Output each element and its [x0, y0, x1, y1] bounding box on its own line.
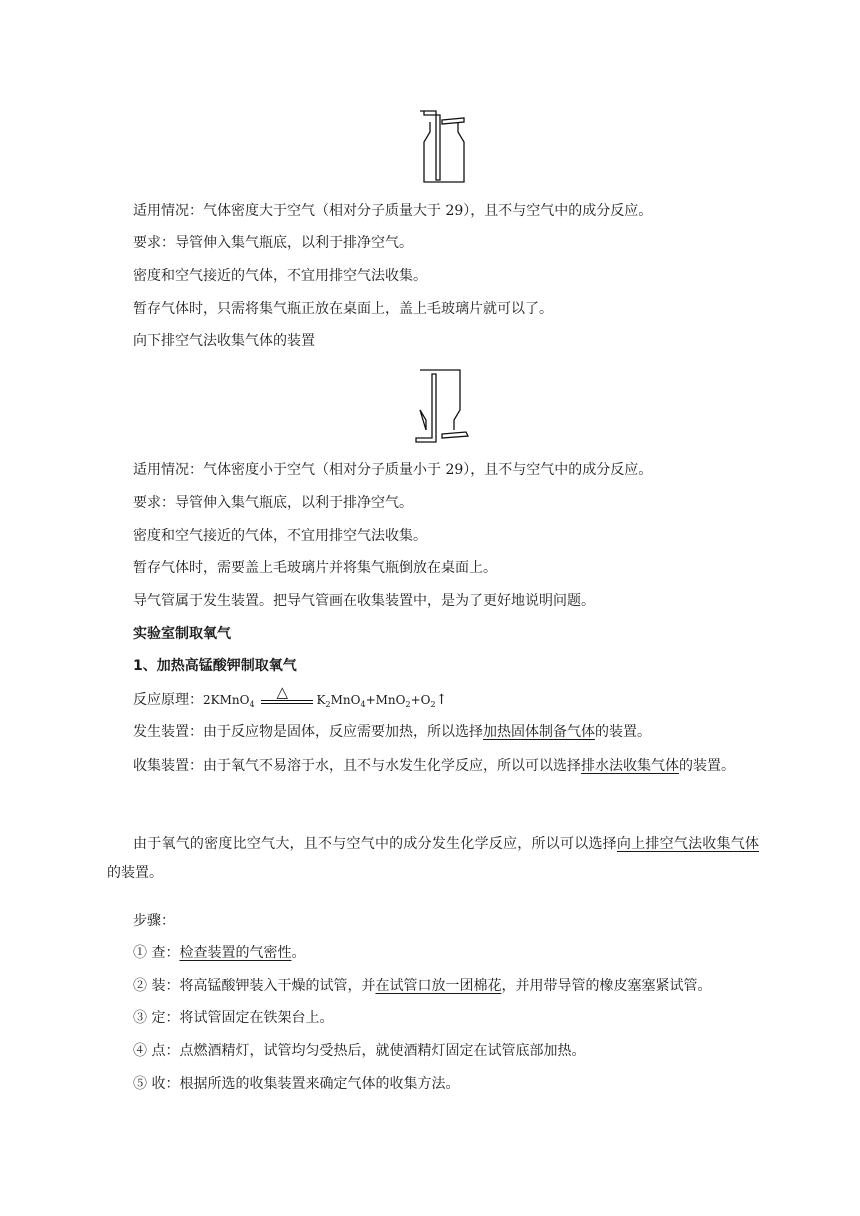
- upward-air-displacement-diagram: [412, 108, 468, 184]
- density-note-1: 密度和空气接近的气体，不宜用排空气法收集。: [133, 268, 427, 284]
- step-item: [133, 1041, 585, 1061]
- principle-label: 反应原理：: [133, 692, 203, 708]
- product-k-subscript: 2: [325, 700, 331, 709]
- step-text: 装：将高锰酸钾装入干燥的试管，并: [151, 978, 376, 994]
- gen-suffix: 的装置。: [595, 724, 651, 740]
- reactant-subscript: 4: [249, 700, 255, 709]
- step-number: ①: [133, 945, 147, 961]
- heat-symbol: △: [276, 683, 289, 701]
- oxygen-heading: 实验室制取氧气: [133, 626, 231, 642]
- step-number: ⑤: [133, 1076, 147, 1092]
- step-text: 查：: [151, 945, 180, 961]
- density-underlined: 向上排空气法收集气体: [616, 836, 759, 852]
- downward-air-displacement-diagram: [412, 368, 472, 446]
- step-item: [133, 976, 711, 996]
- storage-text-2: 暂存气体时，需要盖上毛玻璃片并将集气瓶倒放在桌面上。: [133, 560, 497, 576]
- downward-heading: 向下排空气法收集气体的装置: [133, 333, 315, 349]
- suitability-text-1: 适用情况：气体密度大于空气（相对分子质量大于 29），且不与空气中的成分反应。: [133, 203, 653, 219]
- suitability-text-2: 适用情况：气体密度小于空气（相对分子质量小于 29），且不与空气中的成分反应。: [133, 462, 653, 478]
- tube-note: 导气管属于发生装置。把导气管画在收集装置中，是为了更好地说明问题。: [133, 593, 595, 609]
- step-item: [133, 943, 305, 963]
- collect-underlined: 排水法收集气体: [581, 758, 679, 774]
- collect-prefix: 收集装置：由于氧气不易溶于水，且不与水发生化学反应，所以可以选择: [133, 758, 581, 774]
- step-number: ②: [133, 978, 147, 994]
- gen-underlined: 加热固体制备气体: [483, 724, 595, 740]
- step-suffix: 。: [291, 945, 306, 961]
- reactant: 2KMnO: [203, 693, 250, 707]
- step-suffix: ，并用带导管的橡皮塞塞紧试管。: [501, 978, 712, 994]
- collection-device-paragraph: [107, 752, 759, 781]
- step-underlined: 在试管口放一团棉花: [375, 978, 502, 994]
- step-underlined: 检查装置的气密性: [179, 945, 292, 961]
- density-prefix: 由于氧气的密度比空气大，且不与空气中的成分发生化学反应，所以可以选择: [133, 836, 617, 852]
- gas-arrow: ↑: [435, 692, 448, 708]
- generation-device-text: [133, 722, 651, 742]
- step-text: 收：根据所选的收集装置来确定气体的收集方法。: [151, 1076, 460, 1092]
- density-note-2: 密度和空气接近的气体，不宜用排空气法收集。: [133, 528, 427, 544]
- density-paragraph: [107, 830, 759, 888]
- product-mno2: +MnO: [365, 693, 406, 707]
- step-number: ③: [133, 1010, 147, 1026]
- step-item: [133, 1074, 459, 1094]
- product-mn: MnO: [330, 693, 361, 707]
- step-text: 定：将试管固定在铁架台上。: [151, 1010, 334, 1026]
- gen-prefix: 发生装置：由于反应物是固体，反应需要加热，所以选择: [133, 724, 483, 740]
- reaction-condition: [255, 683, 317, 709]
- product-mn-subscript: 4: [360, 700, 366, 709]
- requirement-text-2: 要求：导管伸入集气瓶底，以利于排净空气。: [133, 495, 413, 511]
- product-k: K: [316, 693, 326, 707]
- product-mno2-subscript: 2: [405, 700, 411, 709]
- step-text: 点：点燃酒精灯，试管均匀受热后，就使酒精灯固定在试管底部加热。: [151, 1043, 586, 1059]
- reaction-equation: [203, 683, 448, 709]
- density-suffix: 的装置。: [107, 865, 163, 881]
- step-number: ④: [133, 1043, 147, 1059]
- step-item: [133, 1008, 333, 1028]
- steps-label: 步骤：: [133, 913, 175, 929]
- requirement-text-1: 要求：导管伸入集气瓶底，以利于排净空气。: [133, 235, 413, 251]
- storage-text-1: 暂存气体时，只需将集气瓶正放在桌面上，盖上毛玻璃片就可以了。: [133, 301, 553, 317]
- collect-suffix: 的装置。: [679, 758, 735, 774]
- product-o2: +O: [410, 693, 431, 707]
- reaction-principle: [133, 683, 448, 715]
- product-o2-subscript: 2: [430, 700, 436, 709]
- kmno4-subheading: 1、加热高锰酸钾制取氧气: [133, 658, 297, 674]
